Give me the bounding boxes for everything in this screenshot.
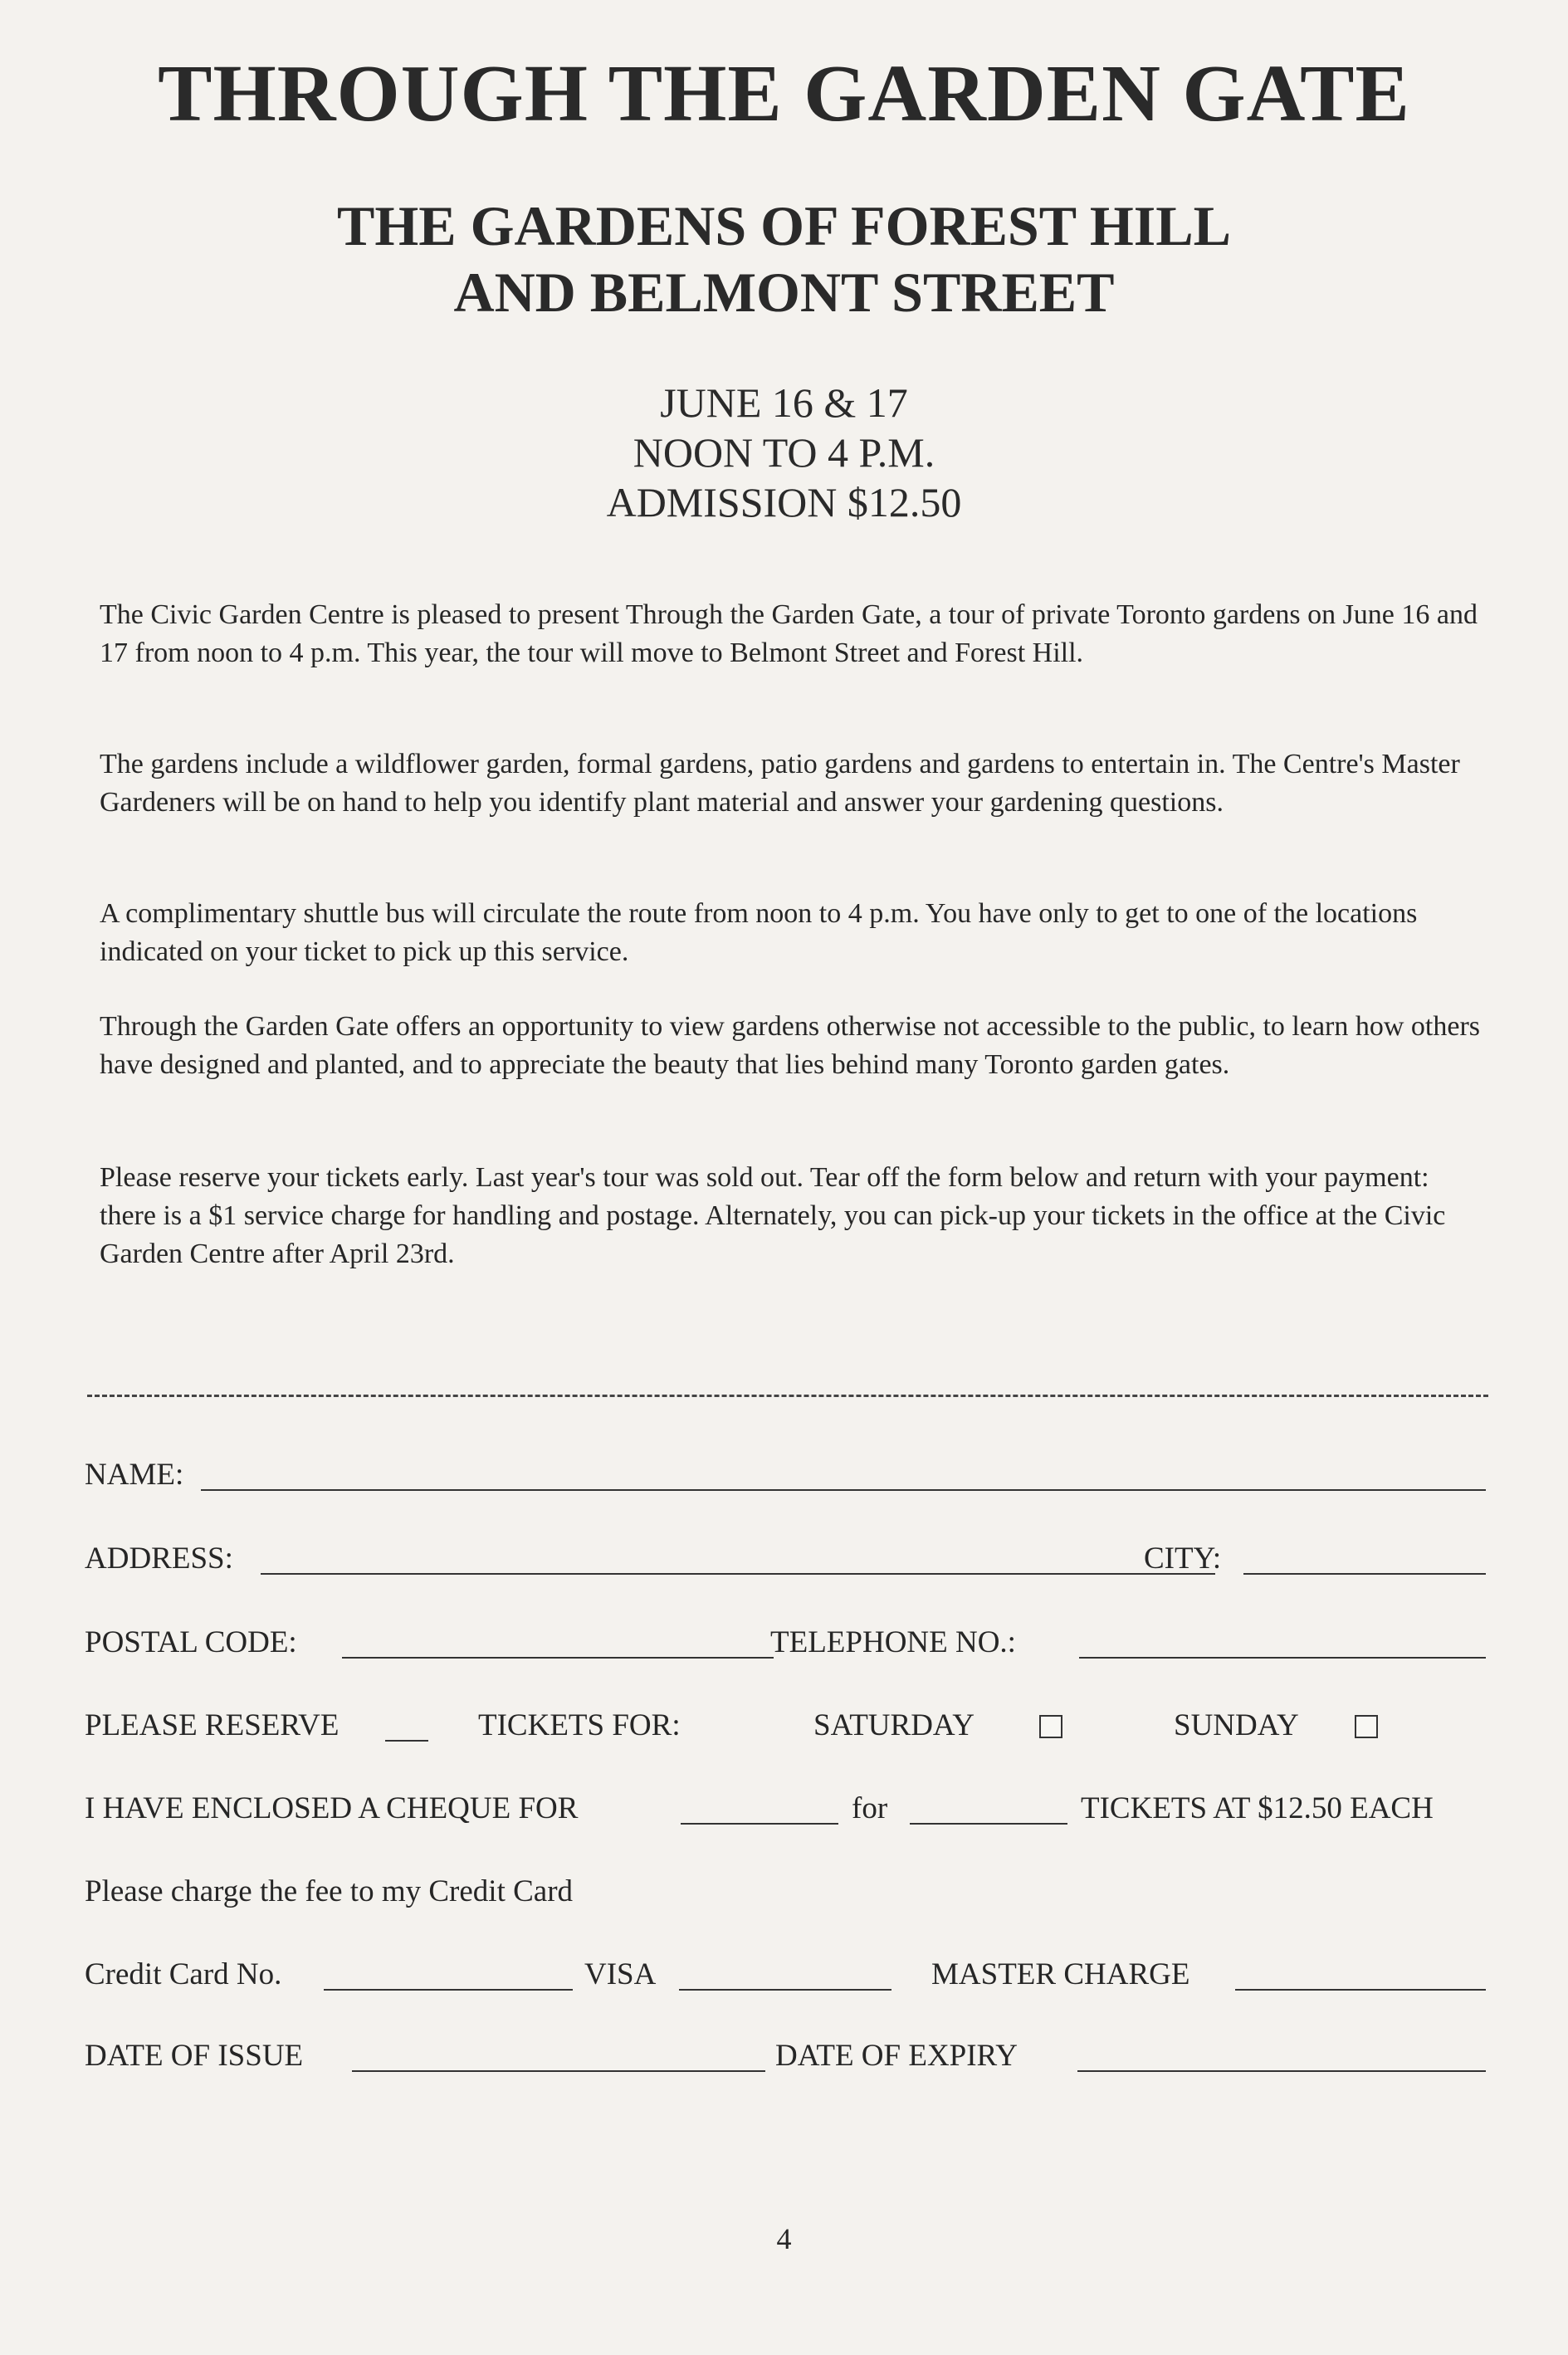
master-charge-field[interactable]	[1235, 1989, 1486, 1991]
address-label: ADDRESS:	[85, 1541, 233, 1576]
paragraph-intro: The Civic Garden Centre is pleased to present Through the Garden Gate, a tour of private Toronto gardens on June 16 and 17 from noon to 4 p.m. This year, the tour will move to Belmont Street and Forest Hill.	[100, 599, 1478, 668]
credit-card-charge-label: Please charge the fee to my Credit Card	[85, 1874, 574, 1908]
date-of-expiry-label: DATE OF EXPIRY	[775, 2039, 1018, 2073]
date-of-expiry-field[interactable]	[1077, 2070, 1486, 2072]
please-reserve-label: PLEASE RESERVE	[85, 1708, 339, 1742]
city-field[interactable]	[1243, 1573, 1486, 1575]
visa-label: VISA	[584, 1957, 657, 1991]
event-info	[0, 378, 1568, 527]
page-subtitle	[0, 193, 1568, 325]
cheque-amount-field[interactable]	[681, 1823, 838, 1825]
sunday-checkbox[interactable]	[1355, 1715, 1378, 1738]
paragraph-opportunity: Through the Garden Gate offers an opportunity to view gardens otherwise not accessible to the public, to learn how others have designed and planted, and to appreciate the beauty that lies behind many Toronto garden gates.	[100, 1011, 1481, 1080]
tickets-for-label: TICKETS FOR:	[478, 1708, 681, 1742]
event-time: NOON TO 4 P.M.	[633, 429, 935, 476]
page-title: THROUGH THE GARDEN GATE	[158, 49, 1410, 139]
postal-code-field[interactable]	[342, 1657, 774, 1659]
subtitle-line-1: THE GARDENS OF FOREST HILL	[337, 194, 1231, 257]
address-field[interactable]	[261, 1573, 1215, 1575]
enclosed-cheque-label: I HAVE ENCLOSED A CHEQUE FOR	[85, 1791, 579, 1825]
form-row-cheque	[85, 1788, 1486, 1830]
paragraph-gardens: The gardens include a wildflower garden, formal gardens, patio gardens and gardens to entertain in. The Centre's Master Gardeners will be on hand to help you identify plant material and answer your gardening questions.	[100, 749, 1460, 818]
event-admission: ADMISSION $12.50	[606, 479, 962, 525]
credit-card-no-label: Credit Card No.	[85, 1957, 282, 1991]
name-label: NAME:	[85, 1458, 184, 1492]
postal-code-label: POSTAL CODE:	[85, 1625, 297, 1659]
city-label: CITY:	[1144, 1541, 1222, 1576]
credit-card-no-field[interactable]	[324, 1989, 573, 1991]
master-charge-label: MASTER CHARGE	[931, 1957, 1190, 1991]
paragraph-shuttle: A complimentary shuttle bus will circulate the route from noon to 4 p.m. You have only to get to one of the locations indicated on your ticket to pick up this service.	[100, 898, 1418, 967]
tear-off-line	[87, 1395, 1488, 1397]
form-row-address	[85, 1538, 1486, 1580]
subtitle-line-2: AND BELMONT STREET	[453, 261, 1115, 324]
tickets-each-label: TICKETS AT $12.50 EACH	[1081, 1791, 1434, 1825]
date-of-issue-field[interactable]	[352, 2070, 765, 2072]
telephone-field[interactable]	[1079, 1657, 1486, 1659]
name-field[interactable]	[201, 1489, 1486, 1491]
ticket-count-field[interactable]	[385, 1740, 428, 1742]
event-dates: JUNE 16 & 17	[660, 379, 908, 426]
form-row-postal	[85, 1622, 1486, 1664]
page-number: 4	[776, 2222, 792, 2255]
form-row-credit-card	[85, 1954, 1486, 1996]
visa-field[interactable]	[679, 1989, 891, 1991]
for-label: for	[852, 1791, 888, 1825]
date-of-issue-label: DATE OF ISSUE	[85, 2039, 304, 2073]
form-row-dates	[85, 2035, 1486, 2077]
saturday-checkbox[interactable]	[1039, 1715, 1062, 1738]
form-row-credit-charge	[85, 1871, 1486, 1913]
sunday-label: SUNDAY	[1174, 1708, 1299, 1742]
form-row-name	[85, 1454, 1486, 1496]
paragraph-reserve: Please reserve your tickets early. Last year's tour was sold out. Tear off the form below and return with your payment: there is a $1 service charge for handling and postage. Alternately, you can pick-up your tickets in the office at the Civic Garden Centre after April 23rd.	[100, 1162, 1446, 1269]
ticket-quantity-field[interactable]	[910, 1823, 1067, 1825]
saturday-label: SATURDAY	[813, 1708, 975, 1742]
telephone-label: TELEPHONE NO.:	[770, 1625, 1016, 1659]
form-row-reserve	[85, 1705, 1486, 1747]
